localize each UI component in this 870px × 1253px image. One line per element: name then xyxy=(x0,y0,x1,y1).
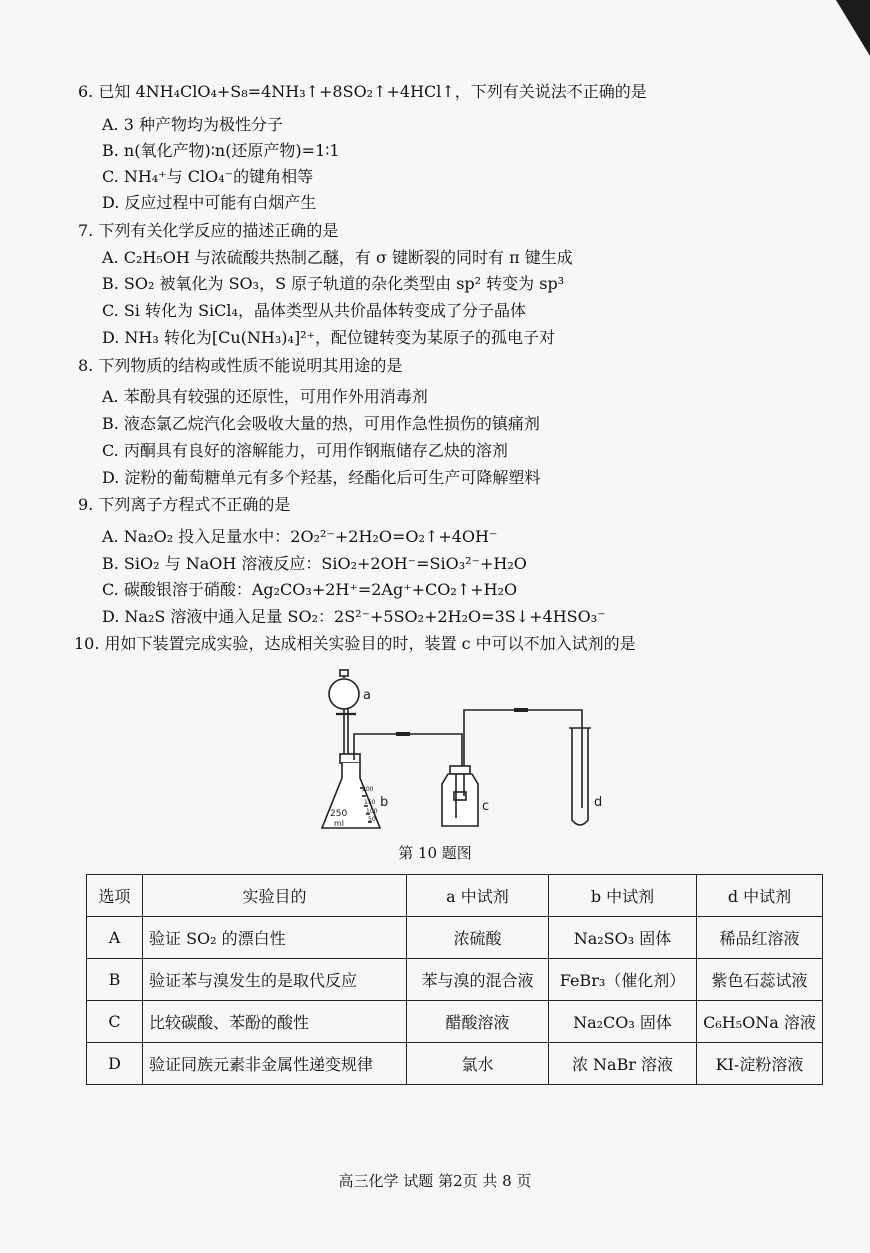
label-a: a xyxy=(363,688,371,703)
cell-purpose: 验证同族元素非金属性递变规律 xyxy=(143,1043,407,1085)
cell-reagent-a: 醋酸溶液 xyxy=(407,1001,549,1043)
figure-caption: 第 10 题图 xyxy=(398,844,472,862)
question-8-option-a: A. 苯酚具有较强的还原性，可用作外用消毒剂 xyxy=(102,387,428,406)
test-tube-d xyxy=(569,728,591,825)
header-reagent-d: d 中试剂 xyxy=(697,875,823,917)
flask-volume: 250 xyxy=(330,809,348,819)
table-row xyxy=(87,917,823,959)
cell-reagent-d: C₆H₅ONa 溶液 xyxy=(697,1001,823,1043)
flask-mark-200: 200 xyxy=(362,786,374,793)
question-7-stem: 7. 下列有关化学反应的描述正确的是 xyxy=(78,221,339,240)
cell-purpose: 验证 SO₂ 的漂白性 xyxy=(143,917,407,959)
cell-reagent-b: FeBr₃（催化剂） xyxy=(549,959,697,1001)
connecting-tube-bc xyxy=(354,734,462,768)
question-8-stem: 8. 下列物质的结构或性质不能说明其用途的是 xyxy=(78,356,403,375)
cell-reagent-b: Na₂CO₃ 固体 xyxy=(549,1001,697,1043)
question-6-option-a: A. 3 种产物均为极性分子 xyxy=(102,115,283,134)
header-reagent-b: b 中试剂 xyxy=(549,875,697,917)
cell-reagent-d: KI-淀粉溶液 xyxy=(697,1043,823,1085)
flask-mark-100: 100 xyxy=(366,808,378,815)
label-c: c xyxy=(482,799,490,814)
question-9-option-a: A. Na₂O₂ 投入足量水中：2O₂²⁻+2H₂O=O₂↑+4OH⁻ xyxy=(102,527,498,546)
header-purpose: 实验目的 xyxy=(143,875,407,917)
header-option: 选项 xyxy=(87,875,143,917)
flask-mark-50: 50 xyxy=(368,816,376,823)
header-reagent-a: a 中试剂 xyxy=(407,875,549,917)
table-row xyxy=(87,959,823,1001)
flask-mark-150: 150 xyxy=(364,799,376,806)
cell-reagent-d: 稀品红溶液 xyxy=(697,917,823,959)
apparatus-figure xyxy=(318,668,618,838)
cell-option: A xyxy=(87,917,143,959)
cell-reagent-d: 紫色石蕊试液 xyxy=(697,959,823,1001)
label-d: d xyxy=(594,795,603,810)
question-9-option-c: C. 碳酸银溶于硝酸：Ag₂CO₃+2H⁺=2Ag⁺+CO₂↑+H₂O xyxy=(102,580,518,599)
question-6-option-c: C. NH₄⁺与 ClO₄⁻的键角相等 xyxy=(102,167,314,186)
question-9-option-d: D. Na₂S 溶液中通入足量 SO₂：2S²⁻+5SO₂+2H₂O=3S↓+4HSO₃⁻ xyxy=(102,607,606,626)
options-table xyxy=(86,874,823,1085)
question-8-option-d: D. 淀粉的葡萄糖单元有多个羟基，经酯化后可生产可降解塑料 xyxy=(102,468,541,487)
question-8-option-c: C. 丙酮具有良好的溶解能力，可用作钢瓶储存乙炔的溶剂 xyxy=(102,441,508,460)
flask-unit: ml xyxy=(334,819,345,828)
page-corner-mark xyxy=(836,0,870,56)
label-b: b xyxy=(380,795,389,810)
gas-bottle-c xyxy=(442,766,478,826)
question-9-option-b: B. SiO₂ 与 NaOH 溶液反应：SiO₂+2OH⁻=SiO₃²⁻+H₂O xyxy=(102,554,527,573)
cell-option: C xyxy=(87,1001,143,1043)
cell-option: B xyxy=(87,959,143,1001)
question-9-stem: 9. 下列离子方程式不正确的是 xyxy=(78,495,291,514)
cell-option: D xyxy=(87,1043,143,1085)
cell-reagent-b: 浓 NaBr 溶液 xyxy=(549,1043,697,1085)
question-7-option-b: B. SO₂ 被氧化为 SO₃，S 原子轨道的杂化类型由 sp² 转变为 sp³ xyxy=(102,274,565,293)
page-footer: 高三化学 试题 第2页 共 8 页 xyxy=(338,1172,532,1190)
question-8-option-b: B. 液态氯乙烷汽化会吸收大量的热，可用作急性损伤的镇痛剂 xyxy=(102,414,540,433)
cell-purpose: 比较碳酸、苯酚的酸性 xyxy=(143,1001,407,1043)
table-header-row xyxy=(87,875,823,917)
question-6-option-b: B. n(氧化产物)∶n(还原产物)=1∶1 xyxy=(102,141,340,160)
cell-reagent-b: Na₂SO₃ 固体 xyxy=(549,917,697,959)
cell-reagent-a: 苯与溴的混合液 xyxy=(407,959,549,1001)
question-7-option-d: D. NH₃ 转化为[Cu(NH₃)₄]²⁺，配位键转变为某原子的孤电子对 xyxy=(102,328,556,347)
question-6-option-d: D. 反应过程中可能有白烟产生 xyxy=(102,193,317,212)
table-row xyxy=(87,1001,823,1043)
cell-reagent-a: 浓硫酸 xyxy=(407,917,549,959)
cell-purpose: 验证苯与溴发生的是取代反应 xyxy=(143,959,407,1001)
question-6-stem: 6. 已知 4NH₄ClO₄+S₈=4NH₃↑+8SO₂↑+4HCl↑，下列有关说法不正确的是 xyxy=(78,82,647,101)
question-7-option-c: C. Si 转化为 SiCl₄，晶体类型从共价晶体转变成了分子晶体 xyxy=(102,301,526,320)
cell-reagent-a: 氯水 xyxy=(407,1043,549,1085)
question-7-option-a: A. C₂H₅OH 与浓硫酸共热制乙醚，有 σ 键断裂的同时有 π 键生成 xyxy=(102,248,573,267)
connecting-tube-cd xyxy=(464,710,582,808)
table-row xyxy=(87,1043,823,1085)
question-10-stem: 10. 用如下装置完成实验，达成相关实验目的时，装置 c 中可以不加入试剂的是 xyxy=(74,634,636,653)
